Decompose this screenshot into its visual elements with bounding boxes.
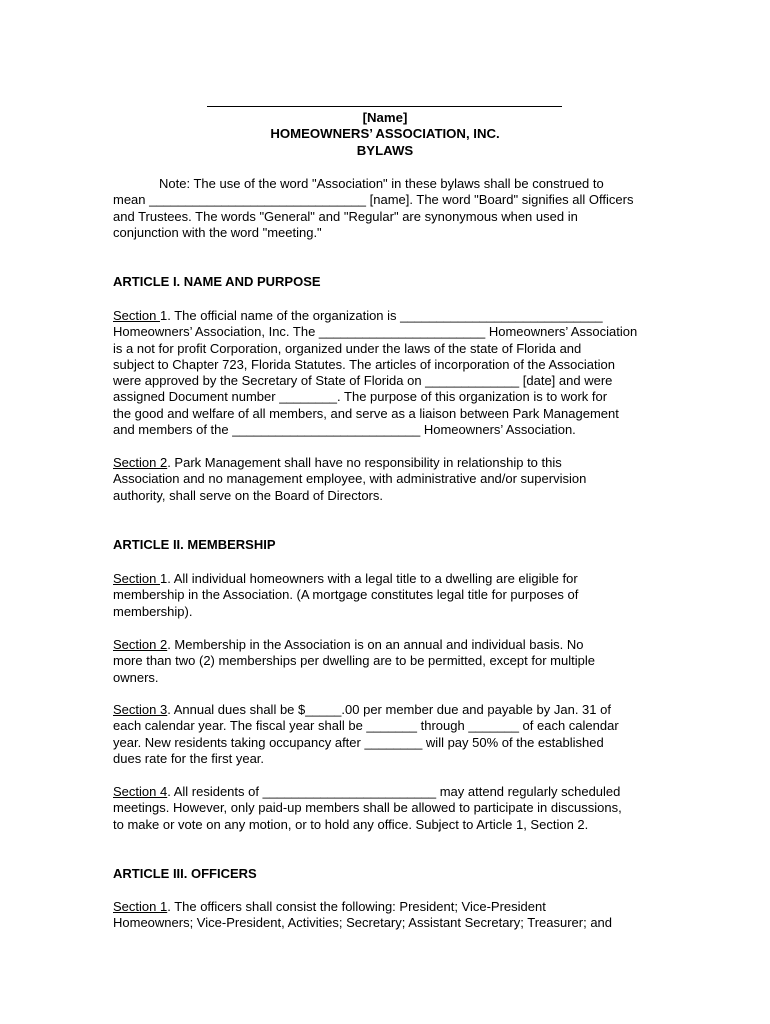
section-label: Section 3 bbox=[113, 702, 168, 717]
article-3-section-1 bbox=[113, 899, 658, 932]
section-text: membership in the Association. (A mortgage constitutes legal title for purposes of bbox=[113, 587, 579, 603]
section-text: Homeowners; Vice-President, Activities; Secretary; Assistant Secretary; Treasurer; and bbox=[113, 915, 613, 931]
section-text: 1. The official name of the organization is ____________________________ bbox=[159, 308, 603, 323]
section-text: and members of the __________________________ Homeowners’ Association. bbox=[113, 422, 576, 438]
section-label: Section bbox=[113, 308, 160, 323]
section-label: Section 1 bbox=[113, 899, 168, 914]
article-2-section-1 bbox=[113, 571, 658, 620]
note-line: Note: The use of the word "Association" in these bylaws shall be construed to bbox=[159, 176, 604, 191]
section-text: dues rate for the first year. bbox=[113, 750, 265, 766]
section-text: . Membership in the Association is on an annual and individual basis. No bbox=[167, 637, 584, 652]
section-text: were approved by the Secretary of State of Florida on _____________ [date] and were bbox=[113, 373, 613, 389]
section-text: . All residents of ________________________ may attend regularly scheduled bbox=[167, 784, 621, 799]
section-text: to make or vote on any motion, or to hold any office. Subject to Article 1, Section 2. bbox=[113, 816, 589, 832]
section-text: . Annual dues shall be $_____.00 per member due and payable by Jan. 31 of bbox=[167, 702, 611, 717]
article-2-section-3 bbox=[113, 702, 658, 767]
section-text: the good and welfare of all members, and serve as a liaison between Park Management bbox=[113, 405, 619, 421]
header-doc-title: BYLAWS bbox=[356, 143, 414, 158]
section-text: Association and no management employee, with administrative and/or supervision bbox=[113, 471, 587, 487]
header-association: HOMEOWNERS’ ASSOCIATION, INC. bbox=[270, 126, 500, 141]
section-text: membership). bbox=[113, 603, 193, 619]
name-blank-rule bbox=[207, 106, 562, 107]
section-text: year. New residents taking occupancy after ________ will pay 50% of the established bbox=[113, 734, 604, 750]
section-text: subject to Chapter 723, Florida Statutes. The articles of incorporation of the Association bbox=[113, 356, 615, 372]
article-2-section-4 bbox=[113, 784, 658, 833]
section-text: . Park Management shall have no responsibility in relationship to this bbox=[167, 455, 562, 470]
section-text: owners. bbox=[113, 669, 159, 685]
note-line: mean ______________________________ [name]. The word "Board" signifies all Officers bbox=[113, 192, 634, 208]
note-paragraph bbox=[113, 176, 658, 241]
article-1-section-2 bbox=[113, 455, 658, 504]
section-text: is a not for profit Corporation, organized under the laws of the state of Florida and bbox=[113, 340, 582, 356]
section-text: . The officers shall consist the following: President; Vice-President bbox=[167, 899, 546, 914]
section-text: 1. All individual homeowners with a legal title to a dwelling are eligible for bbox=[159, 571, 578, 586]
section-label: Section 2 bbox=[113, 455, 168, 470]
note-line: and Trustees. The words "General" and "Regular" are synonymous when used in bbox=[113, 208, 578, 224]
section-label: Section 2 bbox=[113, 637, 168, 652]
section-text: authority, shall serve on the Board of Directors. bbox=[113, 487, 383, 503]
article-1-section-1 bbox=[113, 308, 658, 438]
section-text: meetings. However, only paid-up members shall be allowed to participate in discussions, bbox=[113, 800, 622, 816]
section-text: more than two (2) memberships per dwelling are to be permitted, except for multiple bbox=[113, 653, 595, 669]
header-name: [Name] bbox=[362, 110, 408, 125]
section-text: assigned Document number ________. The purpose of this organization is to work for bbox=[113, 389, 608, 405]
note-line: conjunction with the word "meeting." bbox=[113, 224, 322, 240]
section-label: Section bbox=[113, 571, 160, 586]
section-text: Homeowners’ Association, Inc. The _______________________ Homeowners’ Association bbox=[113, 324, 638, 340]
article-3-heading: ARTICLE III. OFFICERS bbox=[113, 866, 257, 881]
article-1-heading: ARTICLE I. NAME AND PURPOSE bbox=[113, 274, 321, 289]
section-label: Section 4 bbox=[113, 784, 168, 799]
article-2-section-2 bbox=[113, 637, 658, 686]
section-text: each calendar year. The fiscal year shall be _______ through _______ of each calendar bbox=[113, 718, 619, 734]
article-2-heading: ARTICLE II. MEMBERSHIP bbox=[113, 537, 276, 552]
